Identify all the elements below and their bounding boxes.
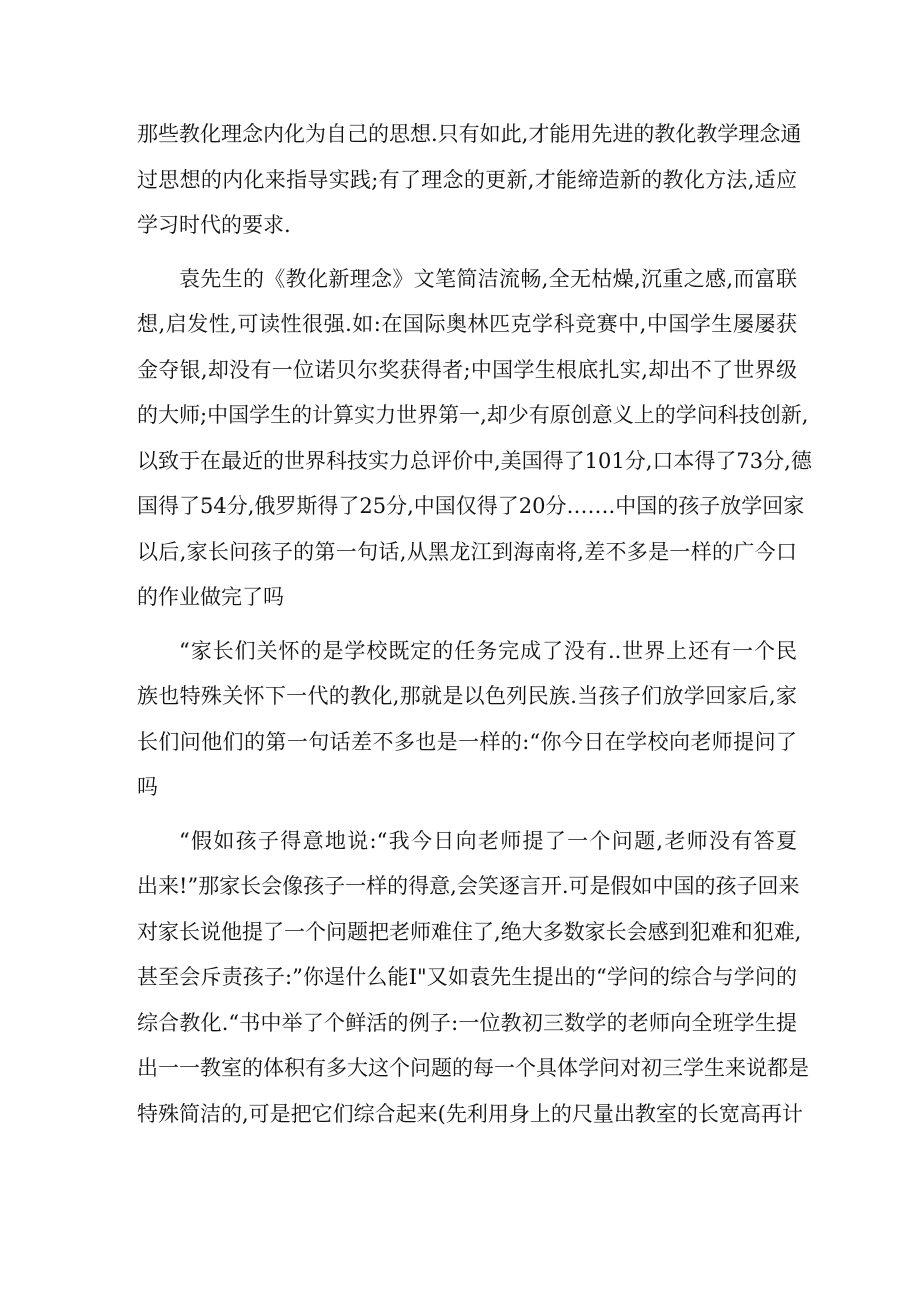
text-line: 那些教化理念内化为自己的思想.只有如此,才能用先进的教化教学理念通 xyxy=(137,122,802,146)
text-line: 的作业做完了吗 xyxy=(137,585,284,609)
text-line: 出来!”那家长会像孩子一样的得意,会笑逐言开.可是假如中国的孩子回来 xyxy=(137,874,800,898)
text-line: 袁先生的《教化新理念》文笔简洁流畅,全无枯燥,沉重之感,而富联 xyxy=(179,266,797,291)
text-line: “家长们关怀的是学校既定的任务完成了没有..世界上还有一个民 xyxy=(179,638,797,663)
paragraph-3 xyxy=(137,629,797,811)
text-line: 对家长说他提了一个问题把老师难住了,绝大多数家长会感到犯难和犯难, xyxy=(137,919,802,944)
text-line: 国得了54分,俄罗斯得了25分,中国仅得了20分…….中国的孩子放学回家 xyxy=(137,494,805,518)
text-line: 学习时代的要求. xyxy=(137,213,291,237)
text-line: “假如孩子得意地说:“我今日向老师提了一个问题,老师没有答夏 xyxy=(179,828,797,853)
text-line: 金夺银,却没有一位诺贝尔奖获得者;中国学生根底扎实,却出不了世界级 xyxy=(137,357,797,382)
text-line: 以后,家长问孩子的第一句话,从黑龙江到海南将,差不多是一样的广今口 xyxy=(137,539,797,564)
text-line: 长们问他们的第一句话差不多也是一样的:“你今日在学校向老师提问了 xyxy=(137,729,797,754)
paragraph-1 xyxy=(137,112,802,249)
text-line: 出一一教室的体积有多大这个问题的每一个具体学问对初三学生来说都是 xyxy=(137,1056,809,1080)
text-line: 过思想的内化来指导实践;有了理念的更新,才能缔造新的教化方法,适应 xyxy=(137,167,797,192)
text-line: 综合教化.“书中举了个鲜活的例子:一位教初三数学的老师向全班学生提 xyxy=(137,1010,797,1035)
text-line: 特殊简洁的,可是把它们综合起来(先利用身上的尺量出教室的长宽高再计 xyxy=(137,1101,803,1126)
paragraph-4 xyxy=(137,819,809,1138)
paragraph-2 xyxy=(137,257,812,621)
text-line: 吗 xyxy=(137,775,158,799)
text-line: 的大师;中国学生的计算实力世界第一,却少有原创意义上的学问科技创新, xyxy=(137,403,809,427)
text-line: 甚至会斥责孩子:”你逞什么能I"又如袁先生提出的“学问的综合与学问的 xyxy=(137,965,797,989)
text-line: 想,启发性,可读性很强.如:在国际奥林匹克学科竞赛中,中国学生屡屡获 xyxy=(137,312,797,336)
text-line: 以致于在最近的世界科技实力总评价中,美国得了101分,口本得了73分,德 xyxy=(137,448,812,473)
text-line: 族也特殊关怀下一代的教化,那就是以色列民族.当孩子们放学回家后,家 xyxy=(137,684,797,708)
document-body xyxy=(137,112,812,1145)
